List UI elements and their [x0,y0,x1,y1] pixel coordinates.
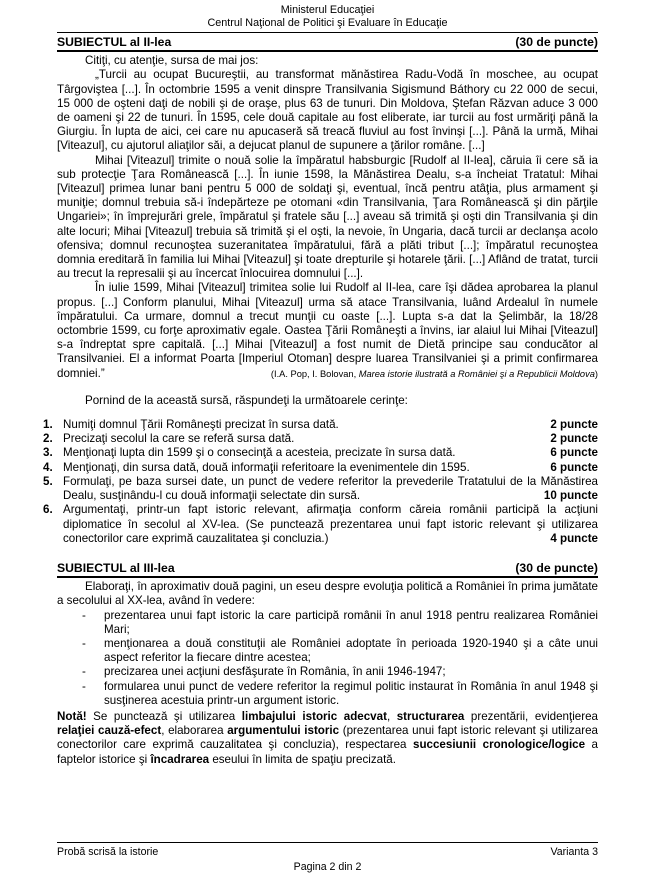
center-name: Centrul Naţional de Politici şi Evaluare în Educaţie [207,17,448,29]
question-row [43,432,598,446]
source-citation: (I.A. Pop, I. Bolovan, Marea istorie ilustrată a României şi a Republicii Moldova) [270,368,598,379]
subject-2-instruction: Citiţi, cu atenţie, sursa de mai jos: [85,54,259,68]
source-paragraph: „Turcii au ocupat Bucureştii, au transformat mănăstirea Radu-Vodă în moschee, au ocupat Târgoviştea [...]. În octombrie 1595 a venit dinspre Transilvania Sigismund Báthory cu 22 000 de secui, 15 000 de oşteni daţi de nobili şi de oraşe, plus 63 de tunuri. Din Moldova, Ştefan Răzvan aduce 3 000 de oameni şi 22 de tunuri. În 1595, cele două capitale au fost eliberate, iar turcii au fost urmăriţi până la Giurgiu. În lupta de aici, cei care nu apucaseră să treacă fluviul au fost învinşi [...]. Până la urmă, Mihai [Viteazul], cu ajutorul aliaţilor săi, a dejucat planul de supunere a ţărilor române. [...] [57,68,598,153]
essay-requirement-text: formularea unui punct de vedere referitor la regimul politic instaurat în România în anul 1948 şi susţinerea acestuia printr-un argument istoric. [104,679,598,707]
question-points: 4 puncte [550,531,598,545]
question-text: Numiţi domnul Ţării Româneşti precizat în sursa dată. 2 puncte [63,418,598,432]
subject-2-title: SUBIECTUL al II-lea [57,35,172,49]
question-text: Formulaţi, pe baza sursei date, un punct de vedere referitor la prevederile Tratatului de la Mănăstirea Dealu, susţinându-l cu două informaţii selectate din sursă. 10 puncte [63,474,598,503]
essay-requirement-text: menţionarea a două constituţii ale României adoptate în perioada 1920-1940 şi a câte unui aspect referitor la fiecare dintre acestea; [104,636,598,665]
footer-row [57,842,598,859]
question-number: 2. [43,432,53,446]
question-number: 1. [43,418,53,432]
question-number: 5. [43,474,53,488]
exam-type-label: Probă scrisă la istorie [57,846,159,858]
note-bold-segment: argumentului istoric [227,724,340,738]
bullet-dash: - [82,679,86,693]
essay-requirement-text: prezentarea unui fapt istoric la care participă românii în anul 1918 pentru realizarea României Mari; [104,608,598,636]
question-list [43,418,598,546]
question-row [43,474,598,503]
requirements-prompt: Pornind de la această sursă, răspundeţi la următoarele cerinţe: [85,393,408,407]
essay-requirements-list [57,609,598,708]
subject-3-title: SUBIECTUL al III-lea [57,560,175,575]
subject-3-points: (30 de puncte) [515,560,598,575]
bullet-dash: - [82,608,86,622]
source-paragraph: În iulie 1599, Mihai [Viteazul] trimitea solie lui Rudolf al II-lea, care îşi dădea aprobarea la planul propus. [...] Conform planului, Mihai [Viteazul] urma să atace Transilvania, luând Ardealul în numele împăratului. Ca urmare, domnul a trecut munţii cu oaste [...]. Lupta s-a dat la Şelimbăr, la 18/28 octombrie 1599, cu forţe aproximativ egale. Oastea Ţării Româneşti a învins, iar alaiul lui Mihai [Viteazul] s-a îndreptat spre capitală. [...] Mihai [Viteazul] a fost numit de Dietă principe sau conducător al Transilvaniei. El a informat Poarta [Imperiul Otoman] despre luarea Transilvaniei şi a primit confirmarea domniei.” (I.A. Pop, I. Bolovan, Marea istorie ilustrată a României şi a Republicii Moldova) [57,281,598,380]
note-bold-segment: Notă! [57,709,87,723]
question-row [43,418,598,432]
source-text-block [57,68,598,380]
question-row [43,460,598,475]
citation-book-title: Marea istorie ilustrată a României şi a Republicii Moldova [358,368,595,379]
ministry-name: Ministerul Educaţiei [280,4,375,16]
question-number: 4. [43,460,53,474]
subject-3-section [57,559,598,767]
scoring-note: Notă! Se punctează şi utilizarea limbajului istoric adecvat, structurarea prezentării, evidenţierea relaţiei cauză-efect, elaborarea argumentului istoric (prezentarea unui fapt istoric relevant şi utilizarea conectorilor care exprimă cauzalitatea şi concluzia), respectarea succesiunii cronologice/logice a faptelor istorice şi încadrarea eseului în limita de spaţiu precizată. [57,709,598,766]
variant-label: Varianta 3 [550,846,598,858]
page-footer [57,842,598,874]
essay-requirement [57,665,598,679]
question-row [43,446,598,460]
source-paragraph: Mihai [Viteazul] trimite o nouă solie la împăratul habsburgic [Rudolf al II-lea], căruia îi cere să ia sub protecţie Ţara Românească [...]. În iunie 1598, la Mănăstirea Dealu, s-a încheiat Tratatul: Mihai [Viteazul] primea lunar bani pentru 5 000 de soldaţi şi, eventual, încă pentru atâţia, plus armament şi muniţie; domnul trebuia să-i îndepărteze pe otomani «din Transilvania, Ţara Românească şi din părţile Ungariei»; în împrejurări grele, împăratul şi fratele său [...] aveau să trimită şi oşti din Transilvania şi din alte locuri; Mihai [Viteazul] trebuia să trimită şi el oşti, la nevoie, în Ungaria, dacă turcii ar declanşa acolo ofensiva; domnul recunoştea suzeranitatea împăratului, fără a plăti tribut [...]; împăratul recunoştea domnia ereditară în familia lui Mihai [Viteazul] şi toate drepturile şi hotarele ţării. [...] Aflând de tratat, turcii au trecut la represalii şi au încercat înlocuirea domnului [...]. [57,153,598,281]
note-bold-segment: structurarea [396,709,465,723]
note-bold-segment: succesiunii cronologice/logice [413,738,586,752]
essay-requirement-text: precizarea unei acţiuni desfăşurate în România, în anii 1946-1947; [104,665,446,679]
question-points: 10 puncte [543,489,598,503]
bullet-dash: - [82,665,86,679]
essay-instruction: Elaboraţi, în aproximativ două pagini, un eseu despre evoluţia politică a României în prima jumătate a secolului al XX-lea, având în vedere: [57,580,598,608]
subject-2-section [43,33,598,546]
note-bold-segment: relaţiei cauză-efect [57,724,162,738]
question-number: 3. [43,446,53,460]
document-header [57,4,598,30]
question-points: 6 puncte [550,460,598,474]
question-text: Menţionaţi lupta din 1599 şi o consecinţă a acesteia, precizate în sursa dată. 6 puncte [63,446,598,460]
question-text: Precizaţi secolul la care se referă sursa dată. 2 puncte [63,432,598,446]
question-number: 6. [43,503,53,517]
essay-requirement [57,609,598,637]
bullet-dash: - [82,636,86,650]
question-row [43,503,598,546]
note-bold-segment: limbajului istoric adecvat [241,709,387,723]
question-text: Menţionaţi, din sursa dată, două informaţii referitoare la evenimentele din 1595. 6 puncte [63,460,598,474]
question-text: Argumentaţi, printr-un fapt istoric relevant, afirmaţia conform căreia românii participă la acţiuni diplomatice în secolul al XV-lea. (Se punctează prezentarea unui fapt istoric relevant şi utilizarea conectorilor care exprimă cauzalitatea şi concluzia.) 4 puncte [63,503,598,545]
subject-3-heading [57,559,598,578]
question-points: 6 puncte [550,446,598,460]
subject-2-points: (30 de puncte) [515,35,598,49]
essay-requirement [57,637,598,665]
note-bold-segment: încadrarea [150,752,210,766]
page-number: Pagina 2 din 2 [293,861,362,873]
question-points: 2 puncte [550,418,598,432]
essay-requirement [57,680,598,708]
subject-2-heading [57,33,598,52]
question-points: 2 puncte [550,432,598,446]
